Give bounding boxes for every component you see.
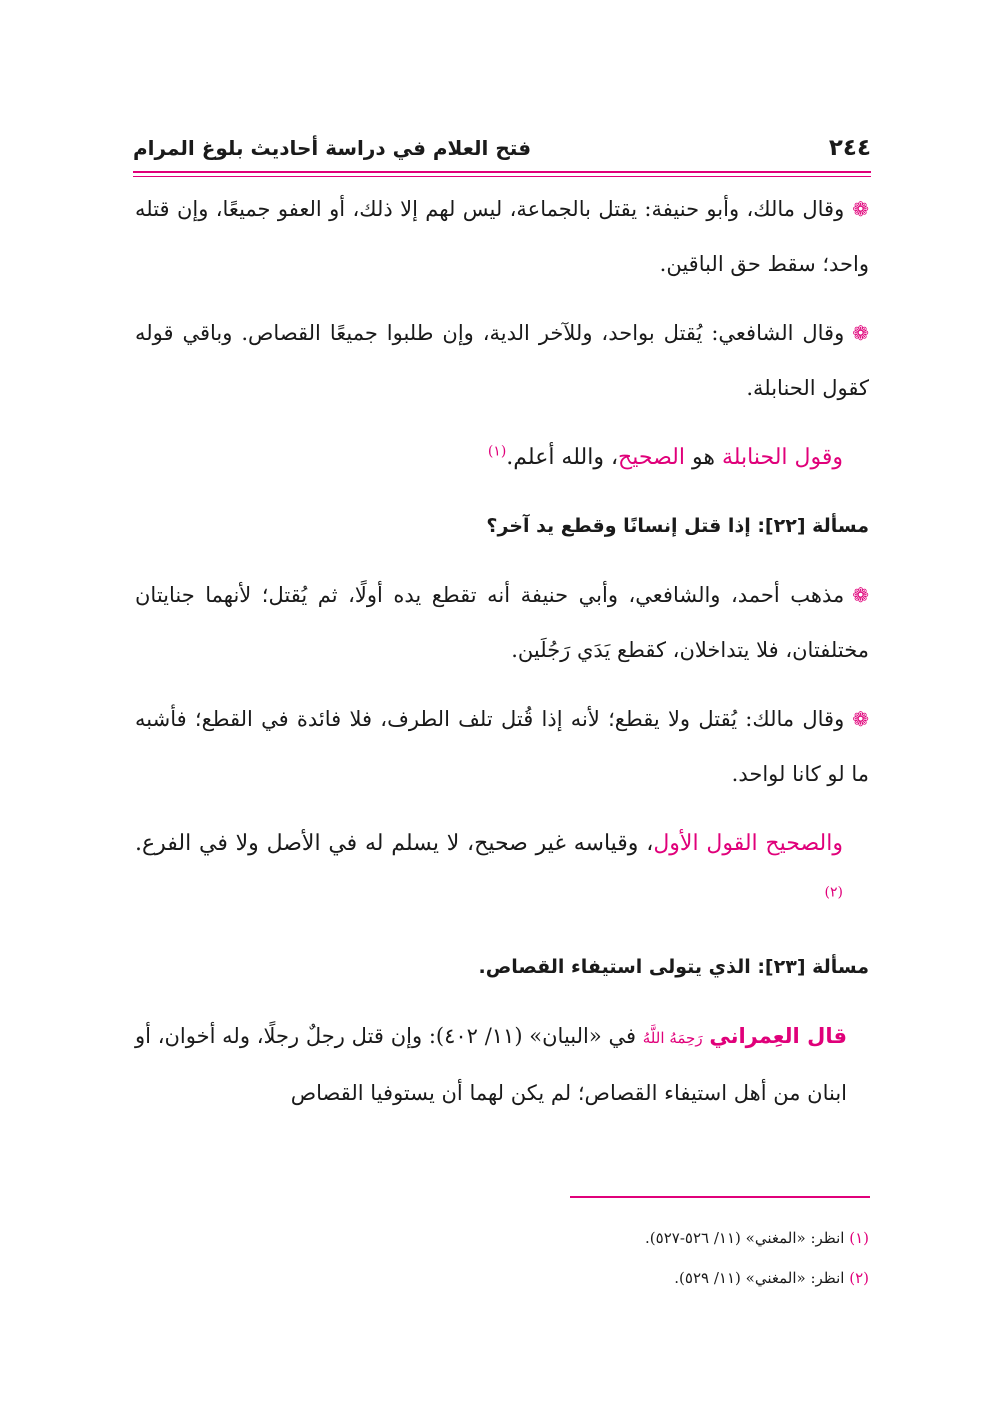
footnote xyxy=(135,1258,869,1298)
footnote-number: (٢) xyxy=(849,1269,869,1287)
flower-bullet-icon: ❁ xyxy=(852,197,869,221)
book-title: فتح العلام في دراسة أحاديث بلوغ المرام xyxy=(133,136,532,160)
footnote-text: انظر: «المغني» (١١/ ٥٢٦-٥٢٧). xyxy=(645,1229,845,1247)
page-number: ٢٤٤ xyxy=(828,135,871,161)
footnote-separator xyxy=(570,1196,870,1198)
footnotes xyxy=(135,1218,869,1298)
speaker-name: قال العِمراني xyxy=(709,1024,847,1048)
highlight-text: وقول الحنابلة xyxy=(721,445,843,470)
ruling-paragraph xyxy=(135,816,869,926)
paragraph xyxy=(135,182,869,292)
flower-bullet-icon: ❁ xyxy=(852,707,869,731)
ruling-text: هو xyxy=(691,445,715,470)
footnote-number: (١) xyxy=(849,1229,869,1247)
highlight-text: الصحيح xyxy=(618,445,685,470)
paragraph-text: وقال الشافعي: يُقتل بواحد، وللآخر الدية، وإن طلبوا جميعًا القصاص. وباقي قوله كقول الحنابلة. xyxy=(135,321,869,400)
page-header xyxy=(133,128,871,168)
main-text xyxy=(135,182,869,1135)
ruling-text: ، وقياسه غير صحيح، لا يسلم له في الأصل ولا في الفرع. xyxy=(135,831,654,856)
flower-bullet-icon: ❁ xyxy=(852,583,869,607)
paragraph xyxy=(135,568,869,678)
section-heading: مسألة [٢٣]: الذي يتولى استيفاء القصاص. xyxy=(478,956,869,978)
highlight-text: والصحيح القول الأول xyxy=(653,831,843,856)
header-rule-thick xyxy=(133,171,871,173)
paragraph xyxy=(135,1009,869,1121)
header-rule-thin xyxy=(133,176,871,177)
footnote-ref[interactable]: (٢) xyxy=(824,884,843,901)
footnote xyxy=(135,1218,869,1258)
footnote-text: انظر: «المغني» (١١/ ٥٢٩). xyxy=(674,1269,845,1287)
paragraph xyxy=(135,306,869,416)
ruling-paragraph xyxy=(135,430,869,485)
footnote-ref[interactable]: (١) xyxy=(487,443,507,460)
section-heading: مسألة [٢٢]: إذا قتل إنسانًا وقطع يد آخر؟ xyxy=(486,515,869,537)
paragraph xyxy=(135,692,869,802)
paragraph-text: في «البيان» (١١/ ٤٠٢): وإن قتل رجلٌ رجلًا، وله أخوان، أو ابنان من أهل استيفاء القصاص؛ لم يكن لهما أن يستوفيا القصاص xyxy=(135,1024,847,1105)
honorific: رَحِمَهُ اللَّهُ xyxy=(642,1029,703,1047)
flower-bullet-icon: ❁ xyxy=(852,321,869,345)
paragraph-text: وقال مالك: يُقتل ولا يقطع؛ لأنه إذا قُتل تلف الطرف، فلا فائدة في القطع؛ فأشبه ما لو كانا لواحد. xyxy=(135,707,869,786)
paragraph-text: مذهب أحمد، والشافعي، وأبي حنيفة أنه تقطع يده أولًا، ثم يُقتل؛ لأنهما جنايتان مختلفتان، فلا يتداخلان، كقطع يَدَي رَجُلَين. xyxy=(135,583,869,662)
ruling-text: ، والله أعلم. xyxy=(506,445,619,470)
paragraph-text: وقال مالك، وأبو حنيفة: يقتل بالجماعة، ليس لهم إلا ذلك، أو العفو جميعًا، وإن قتله واحد؛ سقط حق الباقين. xyxy=(135,197,869,276)
